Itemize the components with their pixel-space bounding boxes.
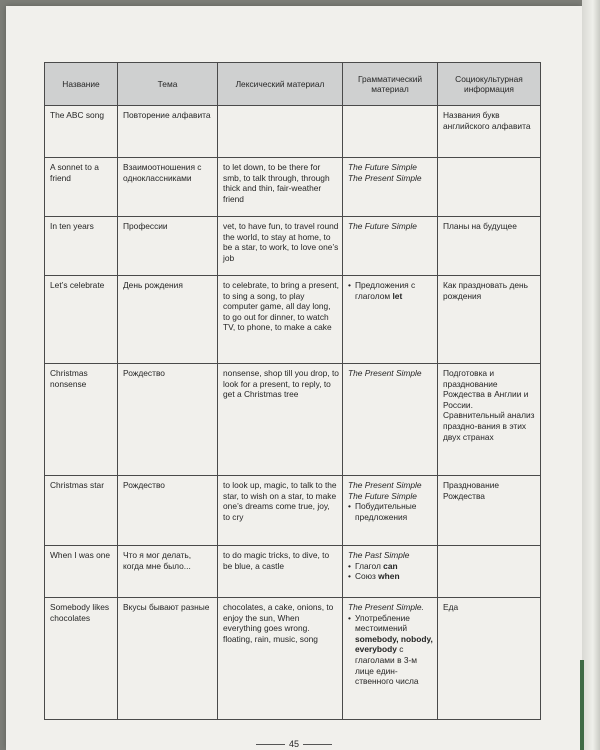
grammar-text-block [348,491,417,501]
cell-lexical: to let down, to be there for smb, to talk through, through thick and thin, fair-weather friend [218,158,343,217]
header-lexical: Лексический материал [218,63,343,106]
grammar-text-block [348,480,422,490]
cell-sociocultural: Празднование Рождества [438,476,541,546]
cell-grammar [343,217,438,276]
cell-sociocultural: Как праздновать день рождения [438,276,541,364]
cell-name: In ten years [45,217,118,276]
cell-grammar [343,598,438,720]
cell-grammar [343,276,438,364]
grammar-text-after: с глаголами в 3-м лице един-ственного числа [355,644,419,687]
bullet-marker: • [348,560,351,571]
grammar-item [348,368,434,379]
grammar-text-block [348,221,417,231]
cell-name: The ABC song [45,106,118,158]
grammar-keyword: when [378,571,400,582]
cell-grammar [343,158,438,217]
grammar-item [348,491,434,502]
cell-name: When I was one [45,546,118,598]
cell-name: Let’s celebrate [45,276,118,364]
cell-sociocultural: Подготовка и празднование Рождества в Англии и России. Сравнительный анализ праздно-вания в этих двух странах [438,364,541,476]
cell-topic: Рождество [118,364,218,476]
header-topic: Тема [118,63,218,106]
bullet-marker: • [348,571,351,582]
grammar-item [348,480,434,491]
grammar-text-block [355,571,400,582]
cell-sociocultural: Названия букв английского алфавита [438,106,541,158]
grammar-item [348,602,434,613]
bullet-marker: • [348,280,351,290]
grammar-text-block [348,173,422,183]
grammar-text: The Future Simple [348,221,417,231]
cell-grammar [343,476,438,546]
book-page [6,6,582,750]
grammar-text: Употребление местоимений [355,612,410,634]
grammar-keyword: can [383,560,398,571]
table-row [45,546,541,598]
cell-topic: Профессии [118,217,218,276]
bullet-marker: • [348,501,351,512]
cell-grammar [343,364,438,476]
table-row [45,364,541,476]
table-row [45,106,541,158]
cell-lexical: chocolates, a cake, onions, to enjoy the sun, When everything goes wrong. floating, rain, music, song [218,598,343,720]
grammar-text-block [355,280,434,301]
grammar-text: The Future Simple [348,490,417,501]
cell-sociocultural: Еда [438,598,541,720]
grammar-text-block [355,561,398,572]
cell-sociocultural [438,546,541,598]
page-number [6,739,582,749]
cell-name: A sonnet to a friend [45,158,118,217]
cell-lexical: to look up, magic, to talk to the star, to wish on a star, to make one’s dreams come true, joy, to cry [218,476,343,546]
grammar-text: The Past Simple [348,550,410,560]
grammar-text: Глагол [355,560,384,571]
cell-topic: Взаимоотношения с одноклассниками [118,158,218,217]
grammar-text: Побудительные предложения [355,501,417,522]
grammar-item [348,173,434,184]
cover-strip [580,660,584,750]
page-number-text: 45 [285,739,303,749]
cell-topic: Рождество [118,476,218,546]
grammar-item [348,280,434,301]
grammar-item [348,571,434,582]
cell-sociocultural: Планы на будущее [438,217,541,276]
cell-lexical [218,106,343,158]
cell-lexical: nonsense, shop till you drop, to look for a present, to reply, to get a Christmas tree [218,364,343,476]
grammar-text-block [348,162,417,172]
page-edge [582,0,600,750]
header-row [45,63,541,106]
cell-topic: Что я мог делать, когда мне было... [118,546,218,598]
bullet-marker: • [348,612,351,623]
curriculum-table [44,62,541,720]
grammar-text: Предложения с глаголом [355,280,416,301]
cell-name: Christmas star [45,476,118,546]
cell-lexical: to celebrate, to bring a present, to sing a song, to play computer game, all day long, to go out for dinner, to watch TV, to phone, to make a cake [218,276,343,364]
cell-lexical: to do magic tricks, to dive, to be blue, a castle [218,546,343,598]
cell-topic: День рождения [118,276,218,364]
cell-topic: Повторение алфавита [118,106,218,158]
table-row [45,217,541,276]
grammar-text: The Present Simple. [348,602,424,612]
grammar-text-block [355,501,434,522]
grammar-text: The Future Simple [348,162,417,172]
cell-grammar [343,106,438,158]
table-row [45,276,541,364]
grammar-text-block [348,550,409,560]
grammar-item [348,550,434,561]
grammar-text-block [348,368,422,378]
grammar-text-block [355,613,434,687]
cell-lexical: vet, to have fun, to travel round the world, to stay at home, to be a star, to work, to love one’s job [218,217,343,276]
table-row [45,476,541,546]
header-grammar: Грамматический материал [343,63,438,106]
header-sociocultural: Социокультурная информация [438,63,541,106]
cell-name: Christmas nonsense [45,364,118,476]
grammar-item [348,221,434,232]
cell-topic: Вкусы бывают разные [118,598,218,720]
grammar-keyword: let [392,290,403,301]
grammar-text: The Present Simple [348,172,422,183]
table-row [45,598,541,720]
grammar-item [348,162,434,173]
grammar-text: Союз [355,571,379,582]
grammar-item [348,501,434,522]
header-name: Название [45,63,118,106]
table-row [45,158,541,217]
cell-sociocultural [438,158,541,217]
cell-name: Somebody likes chocolates [45,598,118,720]
grammar-keyword: somebody, nobody, everybody [355,633,433,655]
cell-grammar [343,546,438,598]
grammar-text: The Present Simple [348,480,422,490]
grammar-text: The Present Simple [348,368,422,378]
grammar-item [348,613,434,687]
grammar-item [348,561,434,572]
grammar-text-block [348,602,424,612]
